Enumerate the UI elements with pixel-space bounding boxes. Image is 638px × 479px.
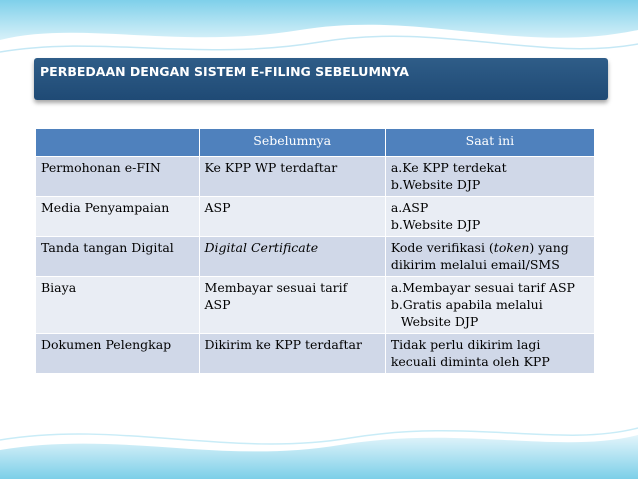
header-now: Saat ini — [385, 129, 594, 157]
cell-before-line: ASP — [204, 297, 231, 312]
cell-now-line: a.Membayar sesuai tarif ASP — [390, 280, 575, 295]
row-label: Permohonan e-FIN — [36, 157, 200, 197]
cell-before-line: Membayar sesuai tarif — [204, 280, 348, 295]
table-header-row — [36, 129, 595, 157]
table-row — [36, 277, 595, 334]
table-row — [36, 157, 595, 197]
cell-now-line: kecuali diminta oleh KPP — [390, 354, 550, 369]
bottom-wave-decoration — [0, 410, 638, 479]
cell-now — [385, 157, 594, 197]
slide-title: PERBEDAAN DENGAN SISTEM E-FILING SEBELUMNYA — [34, 58, 608, 100]
cell-now-line — [391, 239, 589, 256]
header-empty-cell — [36, 129, 200, 157]
cell-now-line: dikirim melalui email/SMS — [390, 257, 560, 272]
table-row — [36, 237, 595, 277]
cell-before: ASP — [199, 197, 385, 237]
row-label: Media Penyampaian — [36, 197, 200, 237]
cell-now-text: Kode verifikasi ( — [390, 240, 494, 255]
row-label: Dokumen Pelengkap — [36, 334, 200, 374]
cell-now-line: b.Gratis apabila melalui — [390, 297, 543, 312]
cell-before: Digital Certificate — [199, 237, 385, 277]
cell-now-line: Tidak perlu dikirim lagi — [390, 337, 541, 352]
cell-now — [385, 277, 594, 334]
cell-now-text: ) yang — [529, 240, 569, 255]
cell-before: Dikirim ke KPP terdaftar — [199, 334, 385, 374]
table-row — [36, 334, 595, 374]
cell-now-line: a.Ke KPP terdekat — [390, 160, 507, 175]
cell-now — [385, 197, 594, 237]
cell-now — [385, 237, 594, 277]
row-label: Biaya — [36, 277, 200, 334]
cell-now-line: a.ASP — [390, 200, 429, 215]
row-label: Tanda tangan Digital — [36, 237, 200, 277]
cell-now-line: b.Website DJP — [390, 177, 481, 192]
cell-now — [385, 334, 594, 374]
table-row — [36, 197, 595, 237]
header-before: Sebelumnya — [199, 129, 385, 157]
cell-now-line: Website DJP — [400, 314, 479, 329]
cell-now-token: token — [493, 240, 530, 255]
cell-before: Ke KPP WP terdaftar — [199, 157, 385, 197]
comparison-table — [35, 128, 595, 374]
cell-now-line: b.Website DJP — [390, 217, 481, 232]
cell-before — [199, 277, 385, 334]
